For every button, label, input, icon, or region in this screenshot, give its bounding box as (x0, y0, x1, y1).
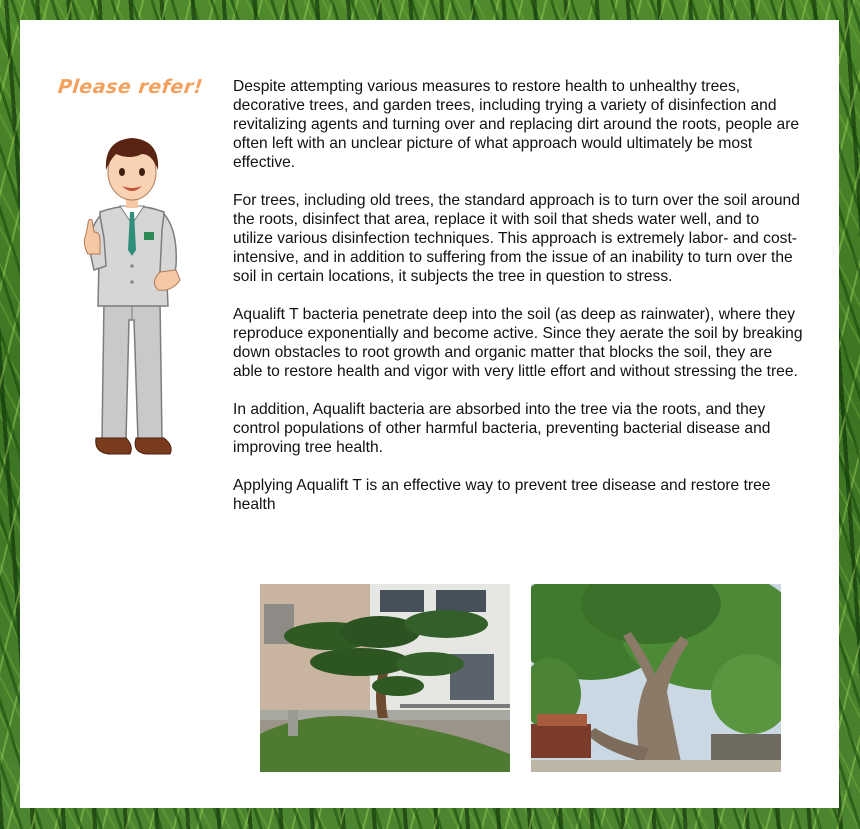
content-panel (20, 20, 839, 808)
paragraph-aqualift-bacteria: Aqualift T bacteria penetrate deep into the soil (as deep as rainwater), where they reproduce exponentially and become active. Since they aerate the soil by breaking down obstacles to root growth and organic matter that blocks the soil, they are able to restore health and vigor with very little effort and without stressing the tree. (233, 306, 803, 380)
old-camphor-tree-photo (531, 584, 781, 772)
paragraph-conclusion: Applying Aqualift T is an effective way to prevent tree disease and restore tree health (233, 477, 771, 513)
paragraph-absorption: In addition, Aqualift bacteria are absorbed into the tree via the roots, and they control populations of other harmful bacteria, preventing bacterial disease and improving tree health. (233, 401, 771, 456)
please-refer-heading: Please refer! (56, 76, 205, 98)
pointing-man-illustration (64, 120, 194, 460)
article-body (233, 77, 803, 533)
paragraph-intro: Despite attempting various measures to restore health to unhealthy trees, decorative trees, and garden trees, including trying a variety of disinfection and revitalizing agents and turning over and replacing dirt around the roots, people are often left with an unclear picture of what approach would ultimately be most effective. (233, 78, 800, 171)
paragraph-standard-approach: For trees, including old trees, the standard approach is to turn over the soil around the roots, disinfect that area, replace it with soil that sheds water well, and to utilize various disinfection techniques. This approach is extremely labor- and cost-intensive, and in addition to suffering from the issue of an inability to turn over the soil in certain locations, it subjects the tree in question to stress. (233, 192, 800, 285)
pine-tree-photo (260, 584, 510, 772)
